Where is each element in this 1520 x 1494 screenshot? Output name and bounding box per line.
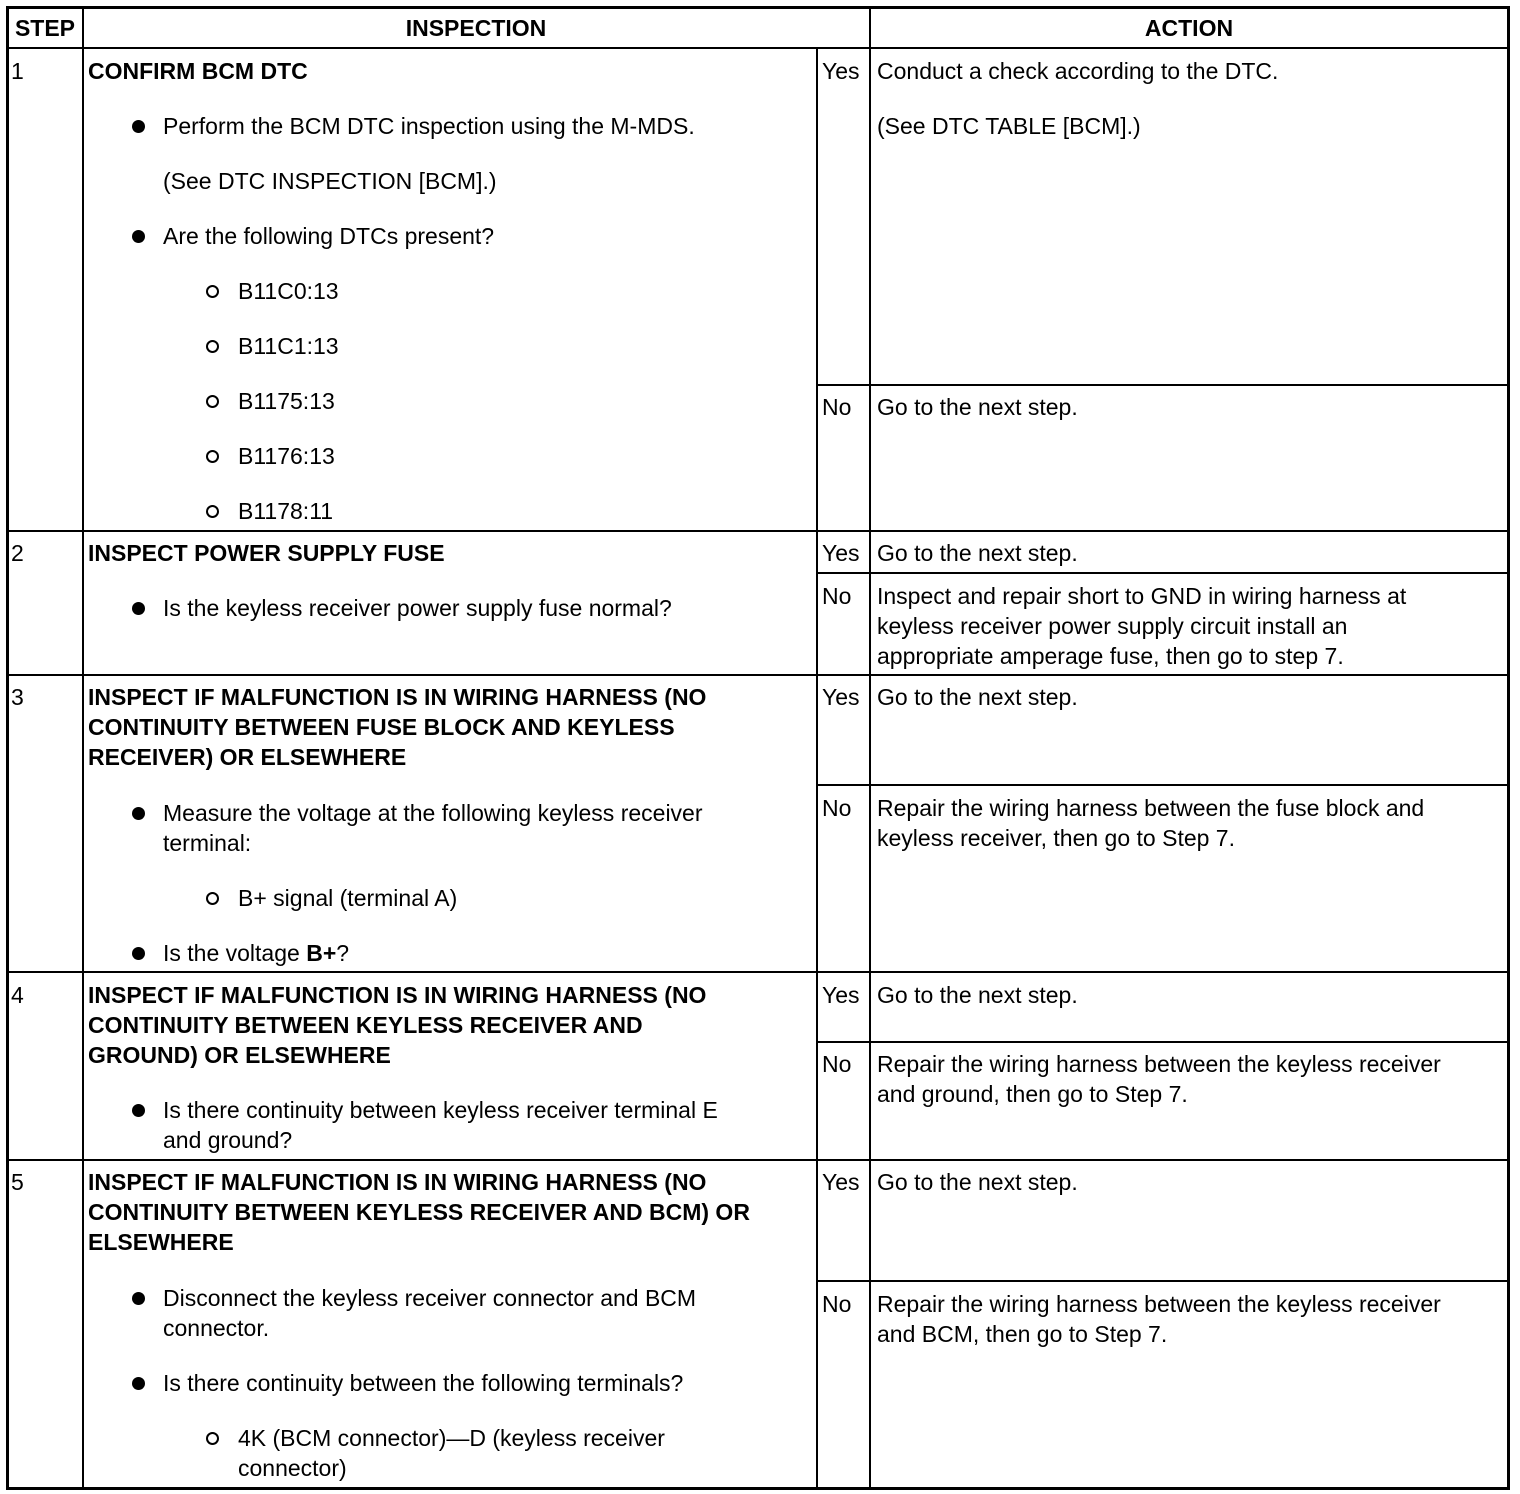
no-label: No: [822, 1051, 852, 1077]
sub-item: B+ signal (terminal A): [238, 885, 458, 911]
inspection-item: Is the keyless receiver power supply fuse normal?: [163, 595, 672, 621]
yes-label: Yes: [822, 540, 860, 566]
step-number: 2: [11, 540, 24, 566]
no-action-line: keyless receiver power supply circuit install an: [877, 613, 1348, 639]
yes-label: Yes: [822, 58, 860, 84]
yes-action: Go to the next step.: [877, 982, 1078, 1008]
yes-label: Yes: [822, 982, 860, 1008]
row-divider-2: [7, 674, 1509, 676]
header-inspection: INSPECTION: [405, 15, 547, 41]
yesno-divider-3: [816, 784, 1509, 786]
no-action-line: appropriate amperage fuse, then go to step 7.: [877, 643, 1344, 669]
col-divider-action: [869, 7, 871, 1489]
step-title-line: GROUND) OR ELSEWHERE: [88, 1042, 391, 1068]
no-action-line: and BCM, then go to Step 7.: [877, 1321, 1168, 1347]
header-action: ACTION: [1144, 15, 1234, 41]
yes-action: Go to the next step.: [877, 1169, 1078, 1195]
text-part: ?: [336, 940, 350, 966]
circle-bullet-icon: [206, 340, 219, 353]
circle-bullet-icon: [206, 395, 219, 408]
header-step: STEP: [14, 15, 76, 41]
yes-action: Go to the next step.: [877, 684, 1078, 710]
no-action-line: and ground, then go to Step 7.: [877, 1081, 1188, 1107]
inspection-item-line: Disconnect the keyless receiver connector and BCM: [163, 1285, 697, 1311]
step-title-line: CONTINUITY BETWEEN KEYLESS RECEIVER AND BCM) OR: [88, 1199, 750, 1225]
circle-bullet-icon: [206, 285, 219, 298]
no-action: Go to the next step.: [877, 394, 1078, 420]
yesno-divider-2: [816, 572, 1509, 574]
inspection-item-line: terminal:: [163, 830, 252, 856]
step-title-line: ELSEWHERE: [88, 1229, 234, 1255]
row-divider-3: [7, 971, 1509, 973]
step-title-line: RECEIVER) OR ELSEWHERE: [88, 744, 407, 770]
dtc-code: B11C0:13: [238, 278, 339, 304]
step-title-line: INSPECT IF MALFUNCTION IS IN WIRING HARNESS (NO: [88, 1169, 707, 1195]
inspection-item-line: and ground?: [163, 1127, 293, 1153]
header-divider: [7, 47, 1509, 49]
dtc-code: B1176:13: [238, 443, 335, 469]
circle-bullet-icon: [206, 1432, 219, 1445]
circle-bullet-icon: [206, 505, 219, 518]
inspection-item: Is there continuity between the following terminals?: [163, 1370, 684, 1396]
reference-note: (See DTC INSPECTION [BCM].): [163, 168, 497, 194]
dtc-code: B1178:11: [238, 498, 334, 524]
yesno-divider-5: [816, 1280, 1509, 1282]
bullet-icon: [132, 1377, 145, 1390]
yes-label: Yes: [822, 1169, 860, 1195]
inspection-item: [163, 938, 349, 968]
sub-item-line: 4K (BCM connector)—D (keyless receiver: [238, 1425, 665, 1451]
yes-label: Yes: [822, 684, 860, 710]
step-number: 5: [11, 1169, 24, 1195]
bullet-icon: [132, 230, 145, 243]
no-label: No: [822, 394, 852, 420]
bullet-icon: [132, 1292, 145, 1305]
circle-bullet-icon: [206, 892, 219, 905]
dtc-code: B1175:13: [238, 388, 335, 414]
text-part: Is the voltage: [163, 940, 307, 966]
yes-action: Go to the next step.: [877, 540, 1078, 566]
inspection-item-line: Is there continuity between keyless receiver terminal E: [163, 1097, 718, 1123]
inspection-item-line: Measure the voltage at the following keyless receiver: [163, 800, 703, 826]
step-title: INSPECT POWER SUPPLY FUSE: [88, 540, 445, 566]
inspection-item-line: connector.: [163, 1315, 270, 1341]
sub-item-line: connector): [238, 1455, 347, 1481]
step-number: 4: [11, 982, 24, 1008]
row-divider-1: [7, 530, 1509, 532]
step-title-line: INSPECT IF MALFUNCTION IS IN WIRING HARNESS (NO: [88, 684, 707, 710]
step-number: 3: [11, 684, 24, 710]
no-action-line: Repair the wiring harness between the keyless receiver: [877, 1291, 1441, 1317]
bullet-icon: [132, 602, 145, 615]
bullet-icon: [132, 120, 145, 133]
no-action-line: Repair the wiring harness between the fuse block and: [877, 795, 1425, 821]
inspection-item: Perform the BCM DTC inspection using the M-MDS.: [163, 113, 695, 139]
inspection-item: Are the following DTCs present?: [163, 223, 495, 249]
row-divider-4: [7, 1159, 1509, 1161]
step-title-line: CONTINUITY BETWEEN FUSE BLOCK AND KEYLESS: [88, 714, 675, 740]
yes-reference: (See DTC TABLE [BCM].): [877, 113, 1141, 139]
step-number: 1: [11, 58, 24, 84]
no-label: No: [822, 795, 852, 821]
bullet-icon: [132, 947, 145, 960]
step-title-line: CONTINUITY BETWEEN KEYLESS RECEIVER AND: [88, 1012, 643, 1038]
yes-action: Conduct a check according to the DTC.: [877, 58, 1279, 84]
no-action-line: Repair the wiring harness between the keyless receiver: [877, 1051, 1441, 1077]
circle-bullet-icon: [206, 450, 219, 463]
col-divider-step: [82, 7, 84, 1489]
yesno-divider-4: [816, 1041, 1509, 1043]
no-label: No: [822, 1291, 852, 1317]
dtc-code: B11C1:13: [238, 333, 339, 359]
no-label: No: [822, 583, 852, 609]
col-divider-inspection: [816, 48, 818, 1489]
step-title-line: INSPECT IF MALFUNCTION IS IN WIRING HARNESS (NO: [88, 982, 707, 1008]
voltage-value: B+: [306, 940, 337, 966]
bullet-icon: [132, 807, 145, 820]
no-action-line: Inspect and repair short to GND in wiring harness at: [877, 583, 1407, 609]
step-title: CONFIRM BCM DTC: [88, 58, 308, 84]
yesno-divider-1: [816, 384, 1509, 386]
no-action-line: keyless receiver, then go to Step 7.: [877, 825, 1235, 851]
bullet-icon: [132, 1104, 145, 1117]
